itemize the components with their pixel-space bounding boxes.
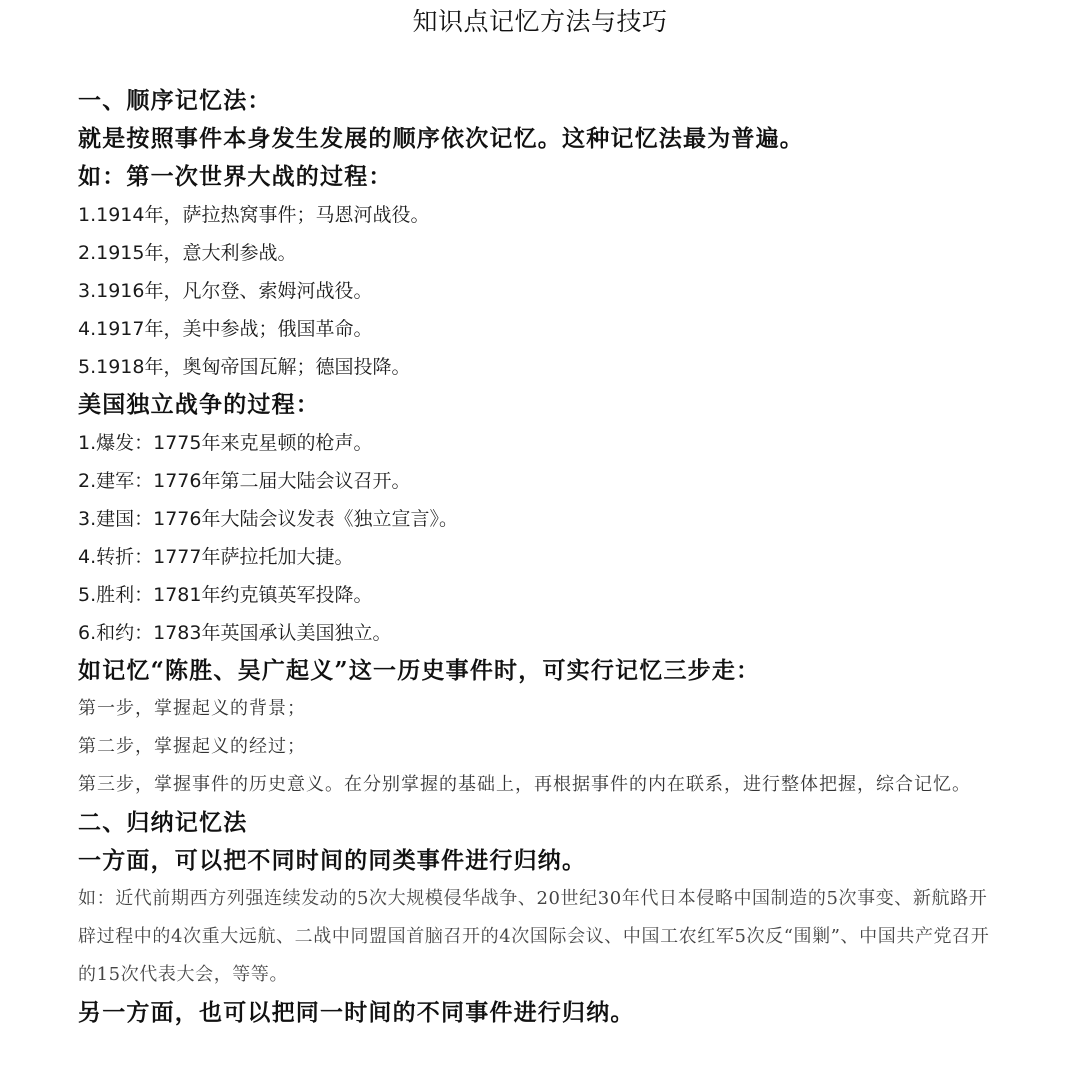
- list-item: 1.1914年，萨拉热窝事件；马恩河战役。: [78, 204, 430, 226]
- example-heading-chen-sheng: 如记忆“陈胜、吴广起义”这一历史事件时，可实行记忆三步走：: [78, 657, 761, 684]
- list-item: 2.建军：1776年第二届大陆会议召开。: [78, 470, 411, 492]
- step-item: 第一步，掌握起义的背景；: [78, 698, 306, 719]
- list-item: 1.爆发：1775年来克星顿的枪声。: [78, 432, 373, 454]
- list-item: 2.1915年，意大利参战。: [78, 242, 297, 264]
- page-title: 知识点记忆方法与技巧: [412, 7, 668, 36]
- step-item: 第二步，掌握起义的经过；: [78, 736, 306, 757]
- list-item: 3.建国：1776年大陆会议发表《独立宣言》。: [78, 508, 458, 530]
- section-heading-sequential: 一、顺序记忆法：: [78, 87, 272, 114]
- list-item: 3.1916年，凡尔登、索姆河战役。: [78, 280, 373, 302]
- sequential-definition: 就是按照事件本身发生发展的顺序依次记忆。这种记忆法最为普遍。: [78, 125, 804, 152]
- document-body: [78, 82, 998, 1032]
- step-item: 第三步，掌握事件的历史意义。在分别掌握的基础上，再根据事件的内在联系，进行整体把握，综合记忆。: [78, 774, 971, 795]
- list-item: 6.和约：1783年英国承认美国独立。: [78, 622, 392, 644]
- list-item: 5.1918年，奥匈帝国瓦解；德国投降。: [78, 356, 411, 378]
- induction-point-1: 一方面，可以把不同时间的同类事件进行归纳。: [78, 847, 587, 874]
- list-item: 4.转折：1777年萨拉托加大捷。: [78, 546, 354, 568]
- induction-example: 如：近代前期西方列强连续发动的5次大规模侵华战争、20世纪30年代日本侵略中国制造的5次事变、新航路开辟过程中的4次重大远航、二战中同盟国首脑召开的4次国际会议、中国工农红军5次反“围剿”、中国共产党召开的15次代表大会，等等。: [78, 888, 990, 985]
- list-item: 5.胜利：1781年约克镇英军投降。: [78, 584, 373, 606]
- example-heading-ww1: 如：第一次世界大战的过程：: [78, 163, 393, 190]
- induction-point-2: 另一方面，也可以把同一时间的不同事件进行归纳。: [78, 999, 635, 1026]
- list-item: 4.1917年，美中参战；俄国革命。: [78, 318, 373, 340]
- example-heading-us-war: 美国独立战争的过程：: [78, 391, 320, 418]
- section-heading-induction: 二、归纳记忆法: [78, 809, 248, 836]
